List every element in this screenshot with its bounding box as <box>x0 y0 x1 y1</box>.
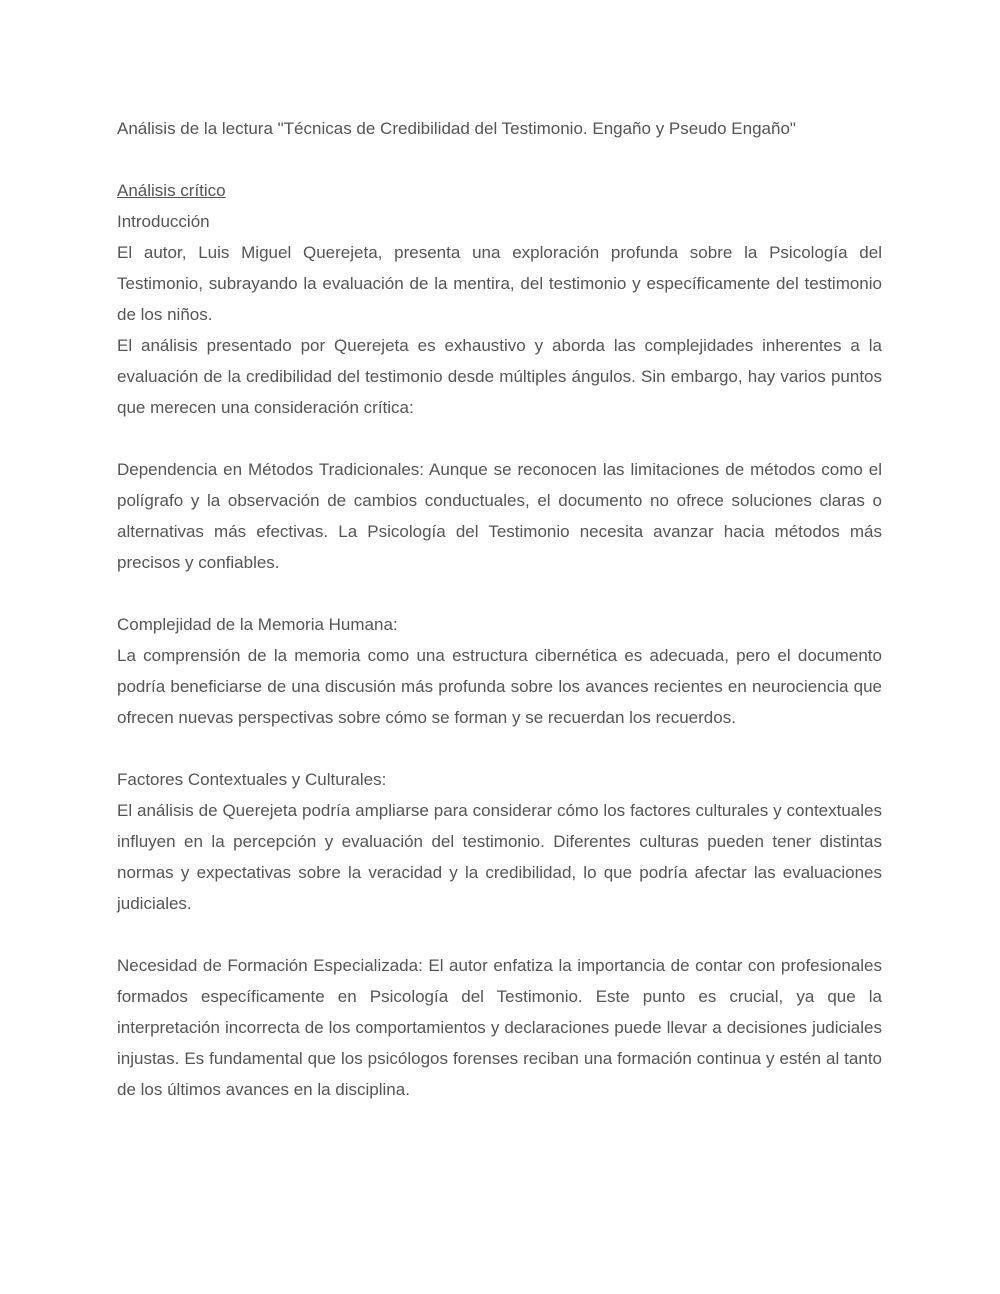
point-2-heading: Complejidad de la Memoria Humana: <box>117 615 398 634</box>
point-3-heading: Factores Contextuales y Culturales: <box>117 770 387 789</box>
document-title: Análisis de la lectura "Técnicas de Credibilidad del Testimonio. Engaño y Pseudo Engaño" <box>117 119 796 138</box>
point-4-paragraph: Necesidad de Formación Especializada: El autor enfatiza la importancia de contar con profesionales formados específicamente en Psicología del Testimonio. Este punto es crucial, ya que la interpretación incorrecta de los comportamientos y declaraciones puede llevar a decisiones judiciales injustas. Es fundamental que los psicólogos forenses reciban una formación continua y estén al tanto de los últimos avances en la disciplina. <box>117 956 882 1099</box>
intro-paragraph-1: El autor, Luis Miguel Querejeta, presenta una exploración profunda sobre la Psicología del Testimonio, subrayando la evaluación de la mentira, del testimonio y específicamente del testimonio de los niños. <box>117 243 882 324</box>
section-heading: Análisis crítico <box>117 181 226 200</box>
intro-heading: Introducción <box>117 212 210 231</box>
document-page <box>117 113 882 1105</box>
point-3-paragraph: El análisis de Querejeta podría ampliarse para considerar cómo los factores culturales y contextuales influyen en la percepción y evaluación del testimonio. Diferentes culturas pueden tener distintas normas y expectativas sobre la veracidad y la credibilidad, lo que podría afectar las evaluaciones judiciales. <box>117 801 882 913</box>
point-2-paragraph: La comprensión de la memoria como una estructura cibernética es adecuada, pero el documento podría beneficiarse de una discusión más profunda sobre los avances recientes en neurociencia que ofrecen nuevas perspectivas sobre cómo se forman y se recuerdan los recuerdos. <box>117 646 882 727</box>
point-1-paragraph: Dependencia en Métodos Tradicionales: Aunque se reconocen las limitaciones de métodos como el polígrafo y la observación de cambios conductuales, el documento no ofrece soluciones claras o alternativas más efectivas. La Psicología del Testimonio necesita avanzar hacia métodos más precisos y confiables. <box>117 460 882 572</box>
intro-paragraph-2: El análisis presentado por Querejeta es exhaustivo y aborda las complejidades inherentes a la evaluación de la credibilidad del testimonio desde múltiples ángulos. Sin embargo, hay varios puntos que merecen una consideración crítica: <box>117 336 882 417</box>
